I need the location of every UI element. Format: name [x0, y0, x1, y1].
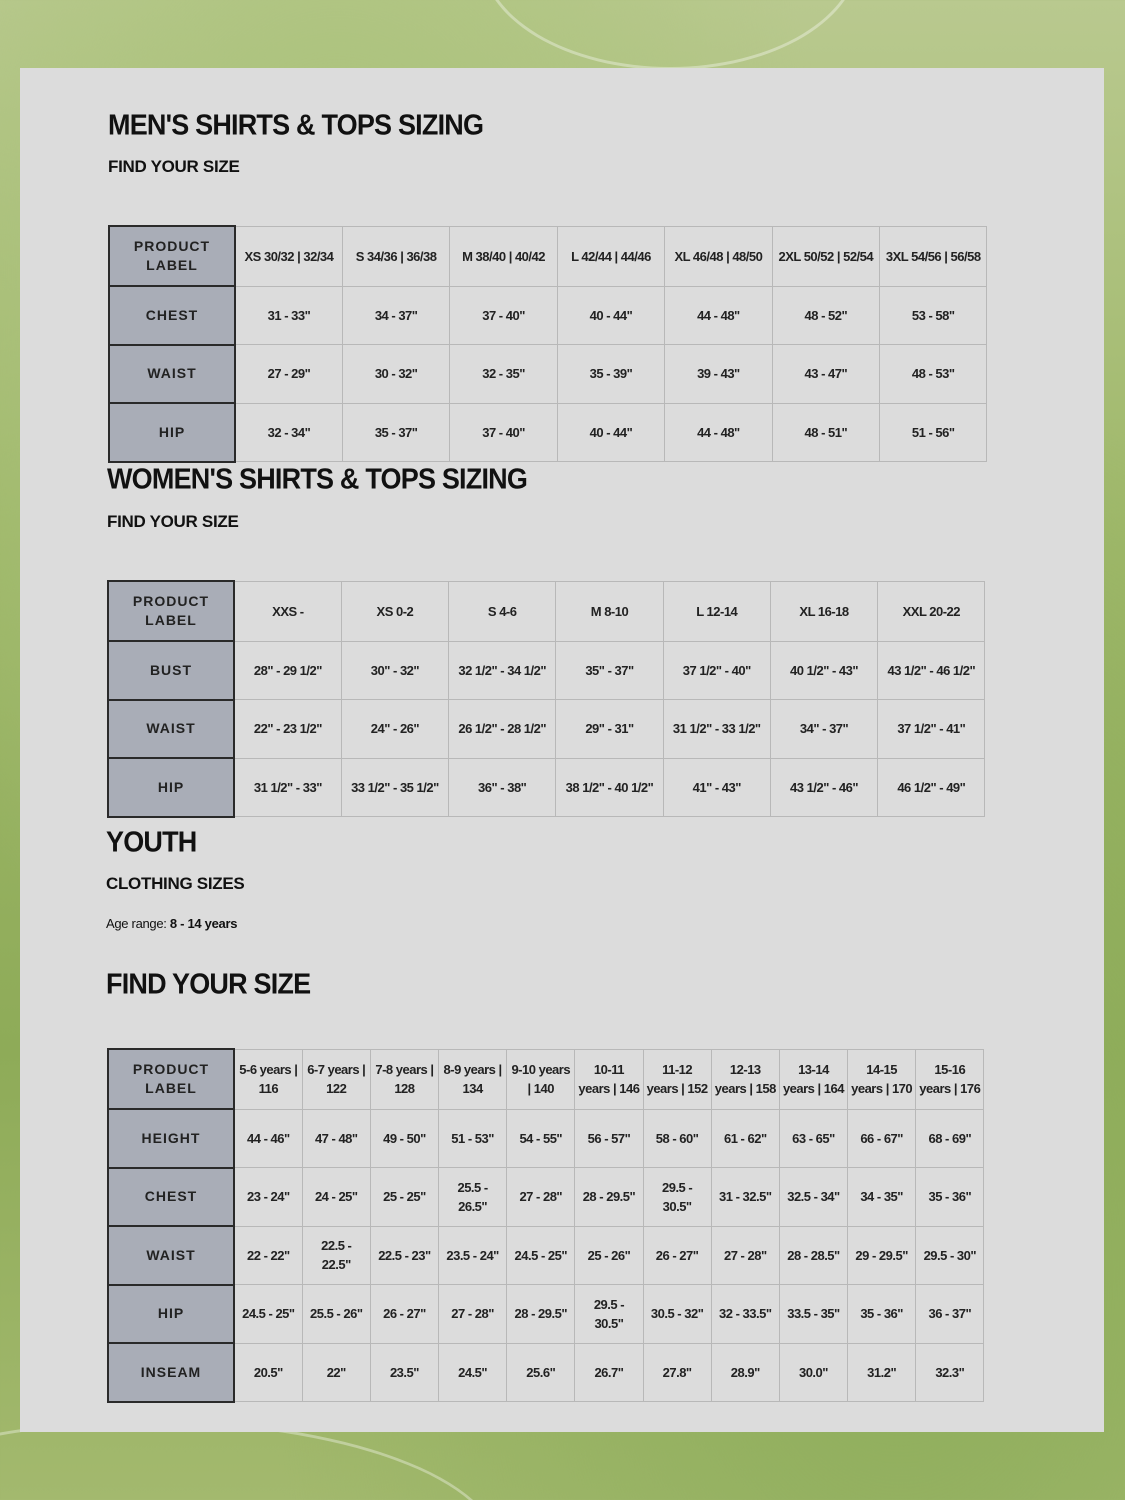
- measurement-cell: 22.5 - 23": [370, 1226, 438, 1285]
- measurement-cell: 51 - 53": [439, 1109, 507, 1168]
- measurement-cell: 48 - 52": [772, 286, 879, 345]
- size-header-cell: M 38/40 | 40/42: [450, 226, 557, 286]
- measurement-cell: 28 - 29.5": [507, 1285, 575, 1344]
- measurement-cell: 26 - 27": [643, 1226, 711, 1285]
- size-header-cell: XXS -: [234, 581, 341, 641]
- measurement-cell: 31 1/2" - 33 1/2": [663, 700, 770, 759]
- measurement-cell: 32.3": [916, 1343, 984, 1402]
- men-find-your-size: FIND YOUR SIZE: [108, 157, 240, 176]
- size-header-cell: XL 46/48 | 48/50: [665, 226, 772, 286]
- measurement-cell: 24.5": [439, 1343, 507, 1402]
- measurement-cell: 54 - 55": [507, 1109, 575, 1168]
- measurement-cell: 28.9": [711, 1343, 779, 1402]
- table-header-row: [108, 581, 985, 641]
- product-label-header: PRODUCT LABEL: [108, 1049, 234, 1109]
- measurement-cell: 35 - 36": [916, 1168, 984, 1227]
- measurement-cell: 36" - 38": [449, 758, 556, 817]
- measurement-cell: 53 - 58": [880, 286, 987, 345]
- measurement-cell: 24" - 26": [341, 700, 448, 759]
- table-row: [108, 1168, 984, 1227]
- table-header-row: [108, 1049, 984, 1109]
- measurement-cell: 22 - 22": [234, 1226, 302, 1285]
- measurement-cell: 22": [302, 1343, 370, 1402]
- measurement-cell: 35 - 36": [848, 1285, 916, 1344]
- row-label-hip: HIP: [109, 403, 235, 462]
- measurement-cell: 23 - 24": [234, 1168, 302, 1227]
- size-header-cell: XXL 20-22: [878, 581, 985, 641]
- measurement-cell: 32 - 35": [450, 345, 557, 404]
- measurement-cell: 48 - 53": [880, 345, 987, 404]
- measurement-cell: 35" - 37": [556, 641, 663, 700]
- table-row: [108, 641, 985, 700]
- size-header-cell: 12-13 years | 158: [711, 1049, 779, 1109]
- measurement-cell: 31 - 32.5": [711, 1168, 779, 1227]
- measurement-cell: 39 - 43": [665, 345, 772, 404]
- measurement-cell: 41" - 43": [663, 758, 770, 817]
- row-label-hip: HIP: [108, 1285, 234, 1344]
- size-header-cell: 15-16 years | 176: [916, 1049, 984, 1109]
- measurement-cell: 23.5 - 24": [439, 1226, 507, 1285]
- measurement-cell: 26 1/2" - 28 1/2": [449, 700, 556, 759]
- age-range-note: [106, 916, 237, 931]
- measurement-cell: 20.5": [234, 1343, 302, 1402]
- measurement-cell: 29.5 - 30": [916, 1226, 984, 1285]
- age-range-value: 8 - 14 years: [169, 916, 238, 931]
- measurement-cell: 34 - 37": [342, 286, 449, 345]
- measurement-cell: 29 - 29.5": [848, 1226, 916, 1285]
- product-label-header: PRODUCT LABEL: [108, 581, 234, 641]
- table-row: [109, 403, 987, 462]
- measurement-cell: 29.5 - 30.5": [575, 1285, 643, 1344]
- measurement-cell: 26 - 27": [370, 1285, 438, 1344]
- measurement-cell: 31.2": [848, 1343, 916, 1402]
- measurement-cell: 25 - 25": [370, 1168, 438, 1227]
- measurement-cell: 27 - 28": [711, 1226, 779, 1285]
- measurement-cell: 29" - 31": [556, 700, 663, 759]
- measurement-cell: 31 1/2" - 33": [234, 758, 341, 817]
- measurement-cell: 66 - 67": [848, 1109, 916, 1168]
- women-find-your-size: FIND YOUR SIZE: [107, 512, 239, 531]
- measurement-cell: 25 - 26": [575, 1226, 643, 1285]
- size-header-cell: 10-11 years | 146: [575, 1049, 643, 1109]
- measurement-cell: 35 - 37": [342, 403, 449, 462]
- men-section-title: MEN'S SHIRTS & TOPS SIZING: [108, 109, 484, 141]
- measurement-cell: 22.5 - 22.5": [302, 1226, 370, 1285]
- size-header-cell: 5-6 years | 116: [234, 1049, 302, 1109]
- size-header-cell: 6-7 years | 122: [302, 1049, 370, 1109]
- row-label-waist: WAIST: [109, 345, 235, 404]
- size-header-cell: 7-8 years | 128: [370, 1049, 438, 1109]
- measurement-cell: 25.6": [507, 1343, 575, 1402]
- measurement-cell: 56 - 57": [575, 1109, 643, 1168]
- measurement-cell: 26.7": [575, 1343, 643, 1402]
- measurement-cell: 35 - 39": [557, 345, 664, 404]
- youth-size-table: [107, 1048, 984, 1403]
- measurement-cell: 44 - 48": [665, 403, 772, 462]
- measurement-cell: 30" - 32": [341, 641, 448, 700]
- measurement-cell: 23.5": [370, 1343, 438, 1402]
- table-row: [108, 758, 985, 817]
- size-header-cell: 9-10 years | 140: [507, 1049, 575, 1109]
- row-label-bust: BUST: [108, 641, 234, 700]
- measurement-cell: 24.5 - 25": [507, 1226, 575, 1285]
- row-label-chest: CHEST: [109, 286, 235, 345]
- row-label-waist: WAIST: [108, 700, 234, 759]
- measurement-cell: 44 - 46": [234, 1109, 302, 1168]
- measurement-cell: 33.5 - 35": [779, 1285, 847, 1344]
- size-header-cell: S 34/36 | 36/38: [342, 226, 449, 286]
- measurement-cell: 46 1/2" - 49": [878, 758, 985, 817]
- measurement-cell: 33 1/2" - 35 1/2": [341, 758, 448, 817]
- measurement-cell: 32 1/2" - 34 1/2": [449, 641, 556, 700]
- measurement-cell: 27.8": [643, 1343, 711, 1402]
- measurement-cell: 43 1/2" - 46 1/2": [878, 641, 985, 700]
- measurement-cell: 24.5 - 25": [234, 1285, 302, 1344]
- measurement-cell: 40 - 44": [557, 403, 664, 462]
- size-header-cell: 2XL 50/52 | 52/54: [772, 226, 879, 286]
- table-row: [108, 1343, 984, 1402]
- women-section-title: WOMEN'S SHIRTS & TOPS SIZING: [107, 463, 528, 495]
- measurement-cell: 34 - 35": [848, 1168, 916, 1227]
- measurement-cell: 38 1/2" - 40 1/2": [556, 758, 663, 817]
- measurement-cell: 63 - 65": [779, 1109, 847, 1168]
- size-header-cell: 11-12 years | 152: [643, 1049, 711, 1109]
- measurement-cell: 37 1/2" - 40": [663, 641, 770, 700]
- size-header-cell: S 4-6: [449, 581, 556, 641]
- measurement-cell: 49 - 50": [370, 1109, 438, 1168]
- measurement-cell: 25.5 - 26.5": [439, 1168, 507, 1227]
- men-size-table: [108, 225, 987, 463]
- measurement-cell: 37 - 40": [450, 403, 557, 462]
- measurement-cell: 32 - 33.5": [711, 1285, 779, 1344]
- age-range-label: Age range:: [106, 916, 167, 931]
- size-header-cell: XL 16-18: [770, 581, 877, 641]
- women-size-table: [107, 580, 985, 818]
- measurement-cell: 40 - 44": [557, 286, 664, 345]
- table-row: [108, 1285, 984, 1344]
- youth-section-title: YOUTH: [106, 826, 197, 858]
- product-label-header: PRODUCT LABEL: [109, 226, 235, 286]
- table-header-row: [109, 226, 987, 286]
- size-header-cell: M 8-10: [556, 581, 663, 641]
- measurement-cell: 27 - 28": [439, 1285, 507, 1344]
- table-row: [109, 345, 987, 404]
- size-header-cell: XS 0-2: [341, 581, 448, 641]
- measurement-cell: 68 - 69": [916, 1109, 984, 1168]
- row-label-inseam: INSEAM: [108, 1343, 234, 1402]
- measurement-cell: 28 - 29.5": [575, 1168, 643, 1227]
- size-header-cell: 3XL 54/56 | 56/58: [880, 226, 987, 286]
- youth-find-your-size-title: FIND YOUR SIZE: [106, 968, 311, 1000]
- measurement-cell: 27 - 29": [235, 345, 342, 404]
- measurement-cell: 24 - 25": [302, 1168, 370, 1227]
- row-label-chest: CHEST: [108, 1168, 234, 1227]
- measurement-cell: 43 1/2" - 46": [770, 758, 877, 817]
- size-header-cell: L 42/44 | 44/46: [557, 226, 664, 286]
- measurement-cell: 37 1/2" - 41": [878, 700, 985, 759]
- row-label-height: HEIGHT: [108, 1109, 234, 1168]
- measurement-cell: 32.5 - 34": [779, 1168, 847, 1227]
- youth-clothing-sizes: CLOTHING SIZES: [106, 874, 245, 893]
- pitch-arc: [0, 1420, 500, 1500]
- measurement-cell: 48 - 51": [772, 403, 879, 462]
- size-header-cell: L 12-14: [663, 581, 770, 641]
- measurement-cell: 31 - 33": [235, 286, 342, 345]
- measurement-cell: 44 - 48": [665, 286, 772, 345]
- measurement-cell: 51 - 56": [880, 403, 987, 462]
- measurement-cell: 27 - 28": [507, 1168, 575, 1227]
- measurement-cell: 22" - 23 1/2": [234, 700, 341, 759]
- row-label-hip: HIP: [108, 758, 234, 817]
- measurement-cell: 40 1/2" - 43": [770, 641, 877, 700]
- size-header-cell: 14-15 years | 170: [848, 1049, 916, 1109]
- table-row: [108, 1109, 984, 1168]
- size-header-cell: 8-9 years | 134: [439, 1049, 507, 1109]
- size-header-cell: XS 30/32 | 32/34: [235, 226, 342, 286]
- measurement-cell: 30.0": [779, 1343, 847, 1402]
- measurement-cell: 43 - 47": [772, 345, 879, 404]
- measurement-cell: 28 - 28.5": [779, 1226, 847, 1285]
- table-row: [109, 286, 987, 345]
- pitch-center-circle: [480, 0, 860, 70]
- measurement-cell: 61 - 62": [711, 1109, 779, 1168]
- table-row: [108, 1226, 984, 1285]
- measurement-cell: 36 - 37": [916, 1285, 984, 1344]
- size-header-cell: 13-14 years | 164: [779, 1049, 847, 1109]
- measurement-cell: 32 - 34": [235, 403, 342, 462]
- measurement-cell: 28" - 29 1/2": [234, 641, 341, 700]
- row-label-waist: WAIST: [108, 1226, 234, 1285]
- table-row: [108, 700, 985, 759]
- measurement-cell: 47 - 48": [302, 1109, 370, 1168]
- measurement-cell: 58 - 60": [643, 1109, 711, 1168]
- measurement-cell: 25.5 - 26": [302, 1285, 370, 1344]
- measurement-cell: 29.5 - 30.5": [643, 1168, 711, 1227]
- measurement-cell: 30 - 32": [342, 345, 449, 404]
- measurement-cell: 37 - 40": [450, 286, 557, 345]
- measurement-cell: 34" - 37": [770, 700, 877, 759]
- measurement-cell: 30.5 - 32": [643, 1285, 711, 1344]
